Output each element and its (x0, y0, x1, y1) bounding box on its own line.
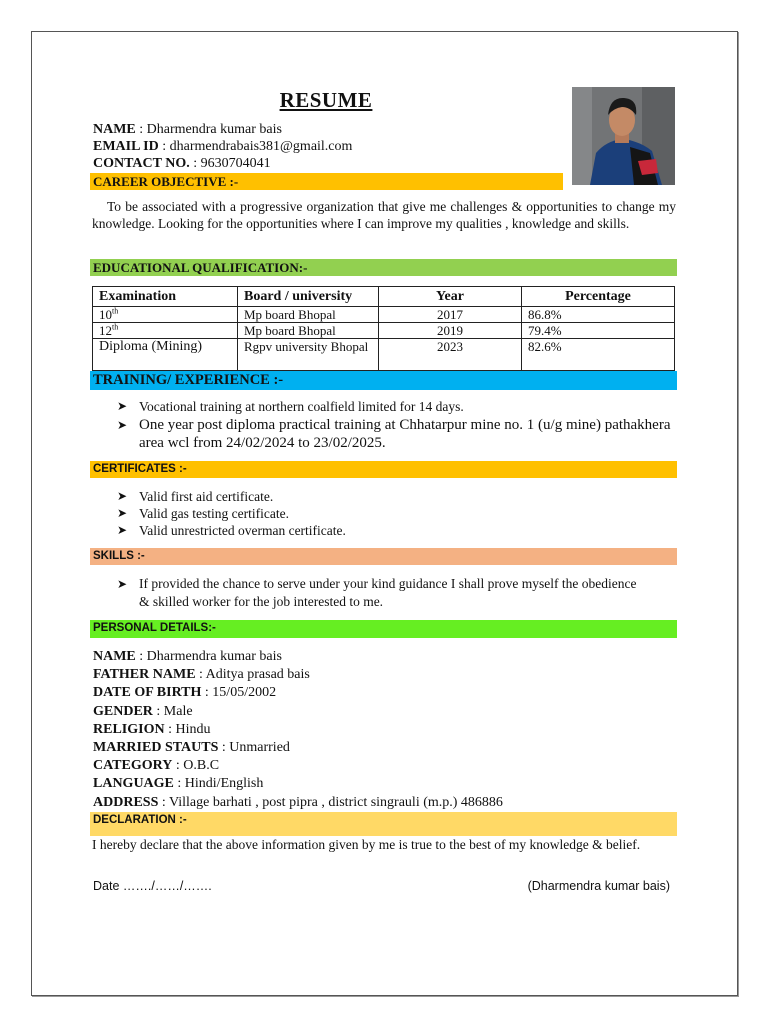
arrow-bullet-icon: ➤ (117, 506, 128, 520)
list-item: ➤ Vocational training at northern coalfield limited for 14 days. (117, 399, 464, 414)
percentage-cell: 79.4% (522, 323, 675, 339)
certificates-heading: CERTIFICATES :- (90, 461, 677, 478)
arrow-bullet-icon: ➤ (117, 577, 128, 591)
declaration-heading: DECLARATION :- (90, 812, 677, 836)
contact-label: CONTACT NO. (93, 156, 190, 171)
arrow-bullet-icon: ➤ (117, 418, 128, 432)
education-header-row (93, 287, 675, 307)
col-examination: Examination (93, 287, 238, 307)
list-item: ➤ If provided the chance to serve under your kind guidance I shall prove myself the obedience & skilled worker for the job interested to me. (117, 576, 637, 609)
col-board: Board / university (238, 287, 379, 307)
profile-photo (572, 87, 675, 185)
percentage-cell: 86.8% (522, 307, 675, 323)
detail-row: GENDER : Male (93, 703, 193, 719)
certificates-list (117, 488, 677, 539)
declaration-text: I hereby declare that the above information given by me is true to the best of my knowledge & belief. (92, 837, 641, 852)
personal-heading: PERSONAL DETAILS:- (90, 620, 677, 638)
personal-details (93, 648, 503, 812)
skills-heading: SKILLS :- (90, 548, 677, 565)
detail-row: DATE OF BIRTH : 15/05/2002 (93, 685, 277, 701)
col-percentage: Percentage (522, 287, 675, 307)
detail-row: LANGUAGE : Hindi/English (93, 776, 264, 792)
header-name (93, 121, 282, 138)
name-value: : Dharmendra kumar bais (135, 122, 282, 137)
training-list (117, 398, 677, 452)
exam-cell: 10th (93, 307, 238, 323)
email-value: : dharmendrabais381@gmail.com (158, 139, 353, 154)
email-label: EMAIL ID (93, 139, 159, 154)
education-table (92, 286, 675, 371)
table-row (93, 323, 675, 339)
board-cell: Mp board Bhopal (238, 307, 379, 323)
detail-row: NAME : Dharmendra kumar bais (93, 649, 282, 664)
year-cell: 2023 (379, 339, 522, 371)
detail-row: RELIGION : Hindu (93, 721, 211, 737)
header-contact (93, 155, 271, 172)
career-objective-heading: CAREER OBJECTIVE :- (90, 173, 563, 190)
signature-row (93, 879, 670, 893)
exam-cell: 12th (93, 323, 238, 339)
arrow-bullet-icon: ➤ (117, 399, 128, 413)
career-objective-text: To be associated with a progressive organization that give me challenges & opportunities to change my knowledge. Looking for the opportunities where I can improve my qualities , knowledge and skills. (92, 199, 676, 231)
detail-row: MARRIED STAUTS : Unmarried (93, 740, 290, 756)
list-item: ➤ One year post diploma practical training at Chhatarpur mine no. 1 (u/g mine) pathakhera area wcl from 24/02/2024 to 23/02/2025. (117, 417, 671, 451)
list-item: ➤ Valid unrestricted overman certificate. (117, 523, 346, 538)
education-heading: EDUCATIONAL QUALIFICATION:- (90, 259, 677, 276)
year-cell: 2019 (379, 323, 522, 339)
detail-row: CATEGORY : O.B.C (93, 758, 220, 774)
percentage-cell: 82.6% (522, 339, 675, 371)
header-email (93, 138, 352, 155)
arrow-bullet-icon: ➤ (117, 489, 128, 503)
table-row (93, 307, 675, 323)
contact-value: : 9630704041 (189, 156, 271, 171)
board-cell: Mp board Bhopal (238, 323, 379, 339)
table-row (93, 339, 675, 371)
resume-title: RESUME (279, 88, 373, 112)
col-year: Year (379, 287, 522, 307)
arrow-bullet-icon: ➤ (117, 523, 128, 537)
training-heading: TRAINING/ EXPERIENCE :- (90, 371, 677, 390)
list-item: ➤ Valid gas testing certificate. (117, 506, 289, 521)
detail-row: ADDRESS : Village barhati , post pipra , district singrauli (m.p.) 486886 (93, 794, 503, 810)
list-item: ➤ Valid first aid certificate. (117, 489, 274, 504)
exam-cell: Diploma (Mining) (93, 339, 238, 371)
date-line: Date ……./……/……. (93, 879, 212, 893)
year-cell: 2017 (379, 307, 522, 323)
skills-list (117, 575, 637, 611)
name-label: NAME (93, 122, 136, 137)
signature-name: (Dharmendra kumar bais) (527, 879, 670, 893)
detail-row: FATHER NAME : Aditya prasad bais (93, 667, 310, 683)
board-cell: Rgpv university Bhopal (238, 339, 379, 371)
